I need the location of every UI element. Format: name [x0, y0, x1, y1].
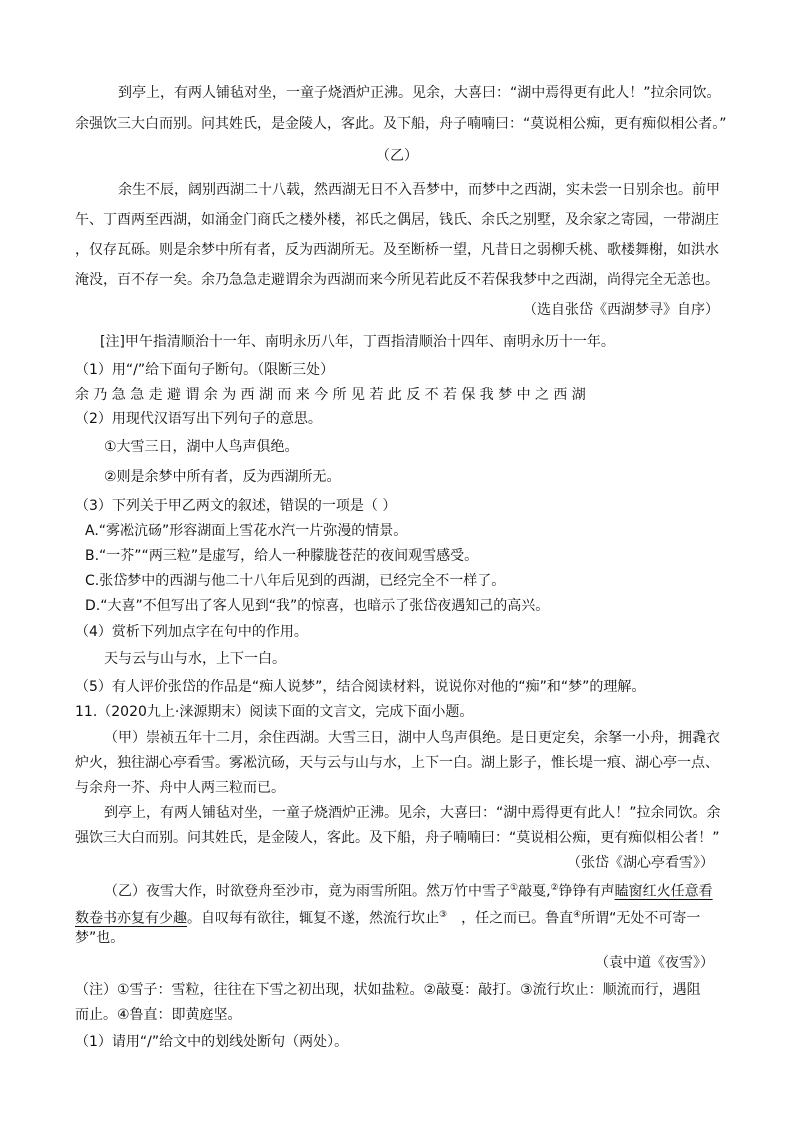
passage-top-line-1: 到亭上，有两人铺毡对坐，一童子烧酒炉正沸。见余，大喜曰：“湖中焉得更有此人！”拉余同饮。	[118, 85, 721, 101]
yi-line-2	[75, 905, 700, 929]
jia-line-1: （甲）崇祯五年十二月，余住西湖。大雪三日，湖中人鸟声俱绝。是日更定矣，余拏一小舟，拥毳衣	[104, 730, 720, 746]
yi-line-2-text-c: ，任之而已。鲁直	[461, 910, 574, 927]
passage-top-line-2: 余强饮三大白而别。问其姓氏，是金陵人，客此。及下船，舟子喃喃曰：“莫说相公痴，更有痴似相公者。”	[75, 116, 727, 132]
jia-line-2: 炉火，独往湖心亭看雪。雾凇沆砀，天与云与山与水，上下一白。湖上影子，惟长堤一痕、湖心亭一点、	[75, 755, 719, 771]
question-1: （1）用“/”给下面句子断句。（限断三处）	[75, 362, 335, 378]
question-1-sentence: 余乃急急走避谓余为西湖而来今所见若此反不若保我梦中之西湖	[75, 387, 591, 403]
yi-line-2-text-d: 所谓“无处不可寄一	[581, 910, 701, 927]
question-11-header: 11.（2020九上·涞源期末）阅读下面的文言文，完成下面小题。	[75, 704, 474, 720]
yi-line-1-text-c: 铮铮有声	[558, 883, 615, 900]
passage-yi-line-3: ，仅存瓦砾。则是余梦中所有者，反为西湖所无。及至断桥一望，凡昔日之弱柳夭桃、歌楼舞榭，如洪水	[75, 242, 719, 258]
footnote-marker-3: ③	[439, 910, 448, 920]
question-4: （4）赏析下列加点字在句中的作用。	[75, 624, 308, 640]
footnote-marker-4: ④	[573, 910, 582, 920]
question-5: （5）有人评价张岱的作品是“痴人说梦”，结合阅读材料，说说你对他的“痴”和“梦”的理解。	[75, 679, 646, 695]
jia-line-4: 到亭上，有两人铺毡对坐，一童子烧酒炉正沸。见余，大喜曰：“湖中焉得更有此人！”拉余同饮。余	[104, 805, 721, 821]
underlined-phrase-2: 数卷书亦复有少趣	[75, 910, 187, 927]
passage-yi-source: （选自张岱《西湖梦寻》自序）	[523, 302, 719, 318]
passage-yi-line-1: 余生不辰，阔别西湖二十八载，然西湖无日不入吾梦中，而梦中之西湖，实未尝一日别余也。前甲	[118, 182, 720, 198]
passage-yi-line-2: 午、丁酉两至西湖，如涌金门商氏之楼外楼，祁氏之偶居，钱氏、余氏之别墅，及余家之寄园，一带湖庄	[75, 212, 719, 228]
question-2-b: ②则是余梦中所有者，反为西湖所无。	[104, 469, 341, 485]
question-3: （3）下列关于甲乙两文的叙述，错误的一项是（ ）	[75, 498, 397, 514]
yi-line-2-text-b: 。自叹每有欲往，辄复不遂，然流行坎止	[187, 910, 439, 927]
question-2: （2）用现代汉语写出下列句子的意思。	[75, 411, 322, 427]
yi-line-1	[104, 878, 713, 902]
question-3-option-c: C.张岱梦中的西湖与他二十八年后见到的西湖，已经完全不一样了。	[85, 573, 506, 589]
footnote-marker-1: ①	[510, 883, 519, 893]
question-3-option-b: B.“一芥”“两三粒”是虚写，给人一种朦胧苍茫的夜间观雪感受。	[85, 548, 479, 564]
footnote-marker-2: ②	[550, 883, 559, 893]
yi-line-1-text-a: （乙）夜雪大作，时欲登舟至沙市，竟为雨雪所阻。然万竹中雪子	[104, 883, 510, 900]
question-3-option-a: A.“雾凇沆砀”形容湖面上雪花水汽一片弥漫的情景。	[85, 523, 408, 539]
question-11-1: （1）请用“/”给文中的划线处断句（两处）。	[75, 1034, 349, 1050]
passage-yi-heading: （乙）	[376, 148, 418, 164]
yi-line-3: 梦”也。	[75, 930, 125, 946]
note-line-2: 而止。④鲁直：即黄庭坚。	[75, 1007, 242, 1023]
underlined-phrase-1: 瞌窗红火任意看	[614, 883, 713, 900]
yi-line-1-text-b: 敲戛,	[518, 883, 551, 900]
question-2-a: ①大雪三日，湖中人鸟声俱绝。	[104, 439, 299, 455]
passage-yi-line-4: 淹没，百不存一矣。余乃急急走避谓余为西湖而来今所见若此反不若保我梦中之西湖，尚得完全无恙也。	[75, 272, 719, 288]
question-4-sentence: 天与云与山与水，上下一白。	[104, 651, 286, 667]
jia-line-3: 与余舟一芥、舟中人两三粒而已。	[75, 780, 285, 796]
question-3-option-d: D.“大喜”不但写出了客人见到“我”的惊喜，也暗示了张岱夜遇知己的高兴。	[85, 598, 550, 614]
note-line-1: （注）①雪子：雪粒，往往在下雪之初出现，状如盐粒。②敲戛：敲打。③流行坎止：顺流而行，遇阻	[75, 982, 701, 998]
yi-source: （袁中道《夜雪》）	[595, 955, 714, 971]
note-jiawu: [注]甲午指清顺治十一年、南明永历八年，丁酉指清顺治十四年、南明永历十一年。	[100, 334, 615, 350]
jia-source: （张岱《湖心亭看雪》）	[567, 855, 714, 871]
jia-line-5: 强饮三大白而别。问其姓氏，是金陵人，客此。及下船，舟子喃喃曰：“莫说相公痴，更有痴似相公者！”	[75, 830, 720, 846]
